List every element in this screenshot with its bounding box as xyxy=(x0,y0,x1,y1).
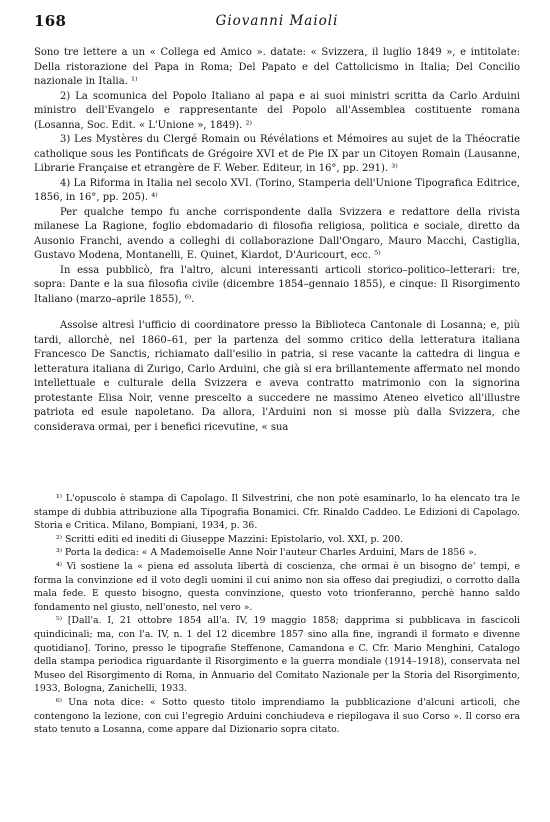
paragraph-gap xyxy=(34,307,520,319)
running-head xyxy=(34,12,520,32)
footnote-1: ¹⁾ L'opuscolo è stampa di Capolago. Il Silvestrini, che non potè esaminarlo, lo ha elencato tra le stampe di dubbia attribuzione alla Tipografia Bonamici. Cfr. Rinaldo Caddeo. Le Edizioni di Capolago. Storia e Critica. Milano, Bompiani, 1934, p. 36. xyxy=(34,493,520,532)
list-item-4: 4) La Riforma in Italia nel secolo XVI. (Torino, Stamperia dell'Unione Tipografica Editrice, 1856, in 16°, pp. 205). ⁴⁾ xyxy=(34,177,520,203)
list-item-3: 3) Les Mystères du Clergé Romain ou Révélations et Mémoires au sujet de la Théocratie catholique sous les Pontificats de Grégoire XVI et de Pie IX par un Citoyen Romain (Lausanne, Librarie Française et etrangère de F. Weber. Editeur, in 16°, pp. 291). ³⁾ xyxy=(34,134,520,174)
paragraph-ragione: Per qualche tempo fu anche corrispondente dalla Svizzera e redattore della rivista milanese La Ragione, foglio ebdomadario di filosofia religiosa, politica e sociale, diretto da Ausonio Franchi, avendo a colleghi di collaborazione Dall'Ongaro, Mauro Macchi, Castiglia, Gustavo Modena, Montanelli, E. Quinet, Kiardot, D'Auricourt, ecc. ⁵⁾ xyxy=(34,206,520,261)
paragraph-articoli: In essa pubblicò, fra l'altro, alcuni interessanti articoli storico–politico–letterari: tre, sopra: Dante e la sua filosofia civile (dicembre 1854–gennaio 1855), e cinque: Il Risorgimento Italiano (marzo–aprile 1855), ⁶⁾. xyxy=(34,264,520,305)
paragraph-biblioteca: Assolse altresì l'ufficio di coordinatore presso la Biblioteca Cantonale di Losanna; e, più tardi, allorchè, nel 1860–61, per la partenza del sommo critico della letteratura italiana Francesco De Sanctis, richiamato dall'esilio in patria, si rese vacante la cattedra di lingua e letteratura italiana di Zurigo, Carlo Arduini, che già si era brillantemente affermato nel mondo intellettuale e culturale della Svizzera e aveva contratto matrimonio con la signorina protestante Elisa Noir, venne prescelto a succedere ne massimo Ateneo elvetico all'illustre patriota ed esule napoletano. Da allora, l'Arduini non si mosse più dalla Svizzera, che considerava ormai, per i benefici ricevutine, « sua xyxy=(34,320,520,433)
list-item-2: 2) La scomunica del Popolo Italiano al papa e ai suoi ministri scritta da Carlo Arduini ministro dell'Evangelo e rappresentante del Popolo all'Assemblea costituente romana (Losanna, Soc. Edit. « L'Unione », 1849). ²⁾ xyxy=(34,90,520,131)
main-text xyxy=(34,46,520,435)
footnote-5: ⁵⁾ [Dall'a. I, 21 ottobre 1854 all'a. IV, 19 maggio 1858; dapprima si pubblicava in fascicoli quindicinali; ma, con l'a. IV, n. 1 del 12 dicembre 1857 sino alla fine, ingrandì il formato e divenne quotidiano]. Torino, presso le tipografie Steffenone, Camandona e C. Cfr. Mario Menghini, Catalogo della stampa periodica riguardante il Risorgimento e la guerra mondiale (1914–1918), conservata nel Museo del Risorgimento di Roma, in Annuario del Comitato Nazionale per la Storia del Risorgimento, 1933, Bologna, Zanichelli, 1933. xyxy=(34,615,520,695)
footnote-6: ⁶⁾ Una nota dice: « Sotto questo titolo imprendiamo la pubblicazione d'alcuni articoli, che contengono la lezione, con cui l'egregio Arduini conchiudeva e riepilogava il suo Corso ». Il corso era stato tenuto a Losanna, come appare dal Dizionario sopra citato. xyxy=(34,696,520,736)
footnotes xyxy=(34,492,520,737)
footnote-2: ²⁾ Scritti editi ed inediti di Giuseppe Mazzini: Epistolario, vol. XXI, p. 200. xyxy=(56,533,404,545)
running-title: Giovanni Maioli xyxy=(215,13,339,29)
page-number: 168 xyxy=(34,12,67,30)
paragraph-intro: Sono tre lettere a un « Collega ed Amico ». datate: « Svizzera, il luglio 1849 », e intitolate: Della ristorazione del Papa in Roma; Del Papato e del Cattolicismo in Italia; Del Concilio nazionale in Italia. ¹⁾ xyxy=(34,47,520,87)
footnote-4: ⁴⁾ Vi sostiene la « piena ed assoluta libertà di coscienza, che ormai è un bisogno de' tempi, e forma la convinzione ed il voto degli uomini il cui animo non sia offeso dai pregiudizi, o corrotto dalla mala fede. E questo bisogno, questa convinzione, questo voto trionferanno, perchè hanno saldo fondamento nel giusto, nell'onesto, nel vero ». xyxy=(34,560,520,613)
footnote-3: ³⁾ Porta la dedica: « A Mademoiselle Anne Noir l'auteur Charles Arduini, Mars de 1856 ». xyxy=(56,547,477,559)
